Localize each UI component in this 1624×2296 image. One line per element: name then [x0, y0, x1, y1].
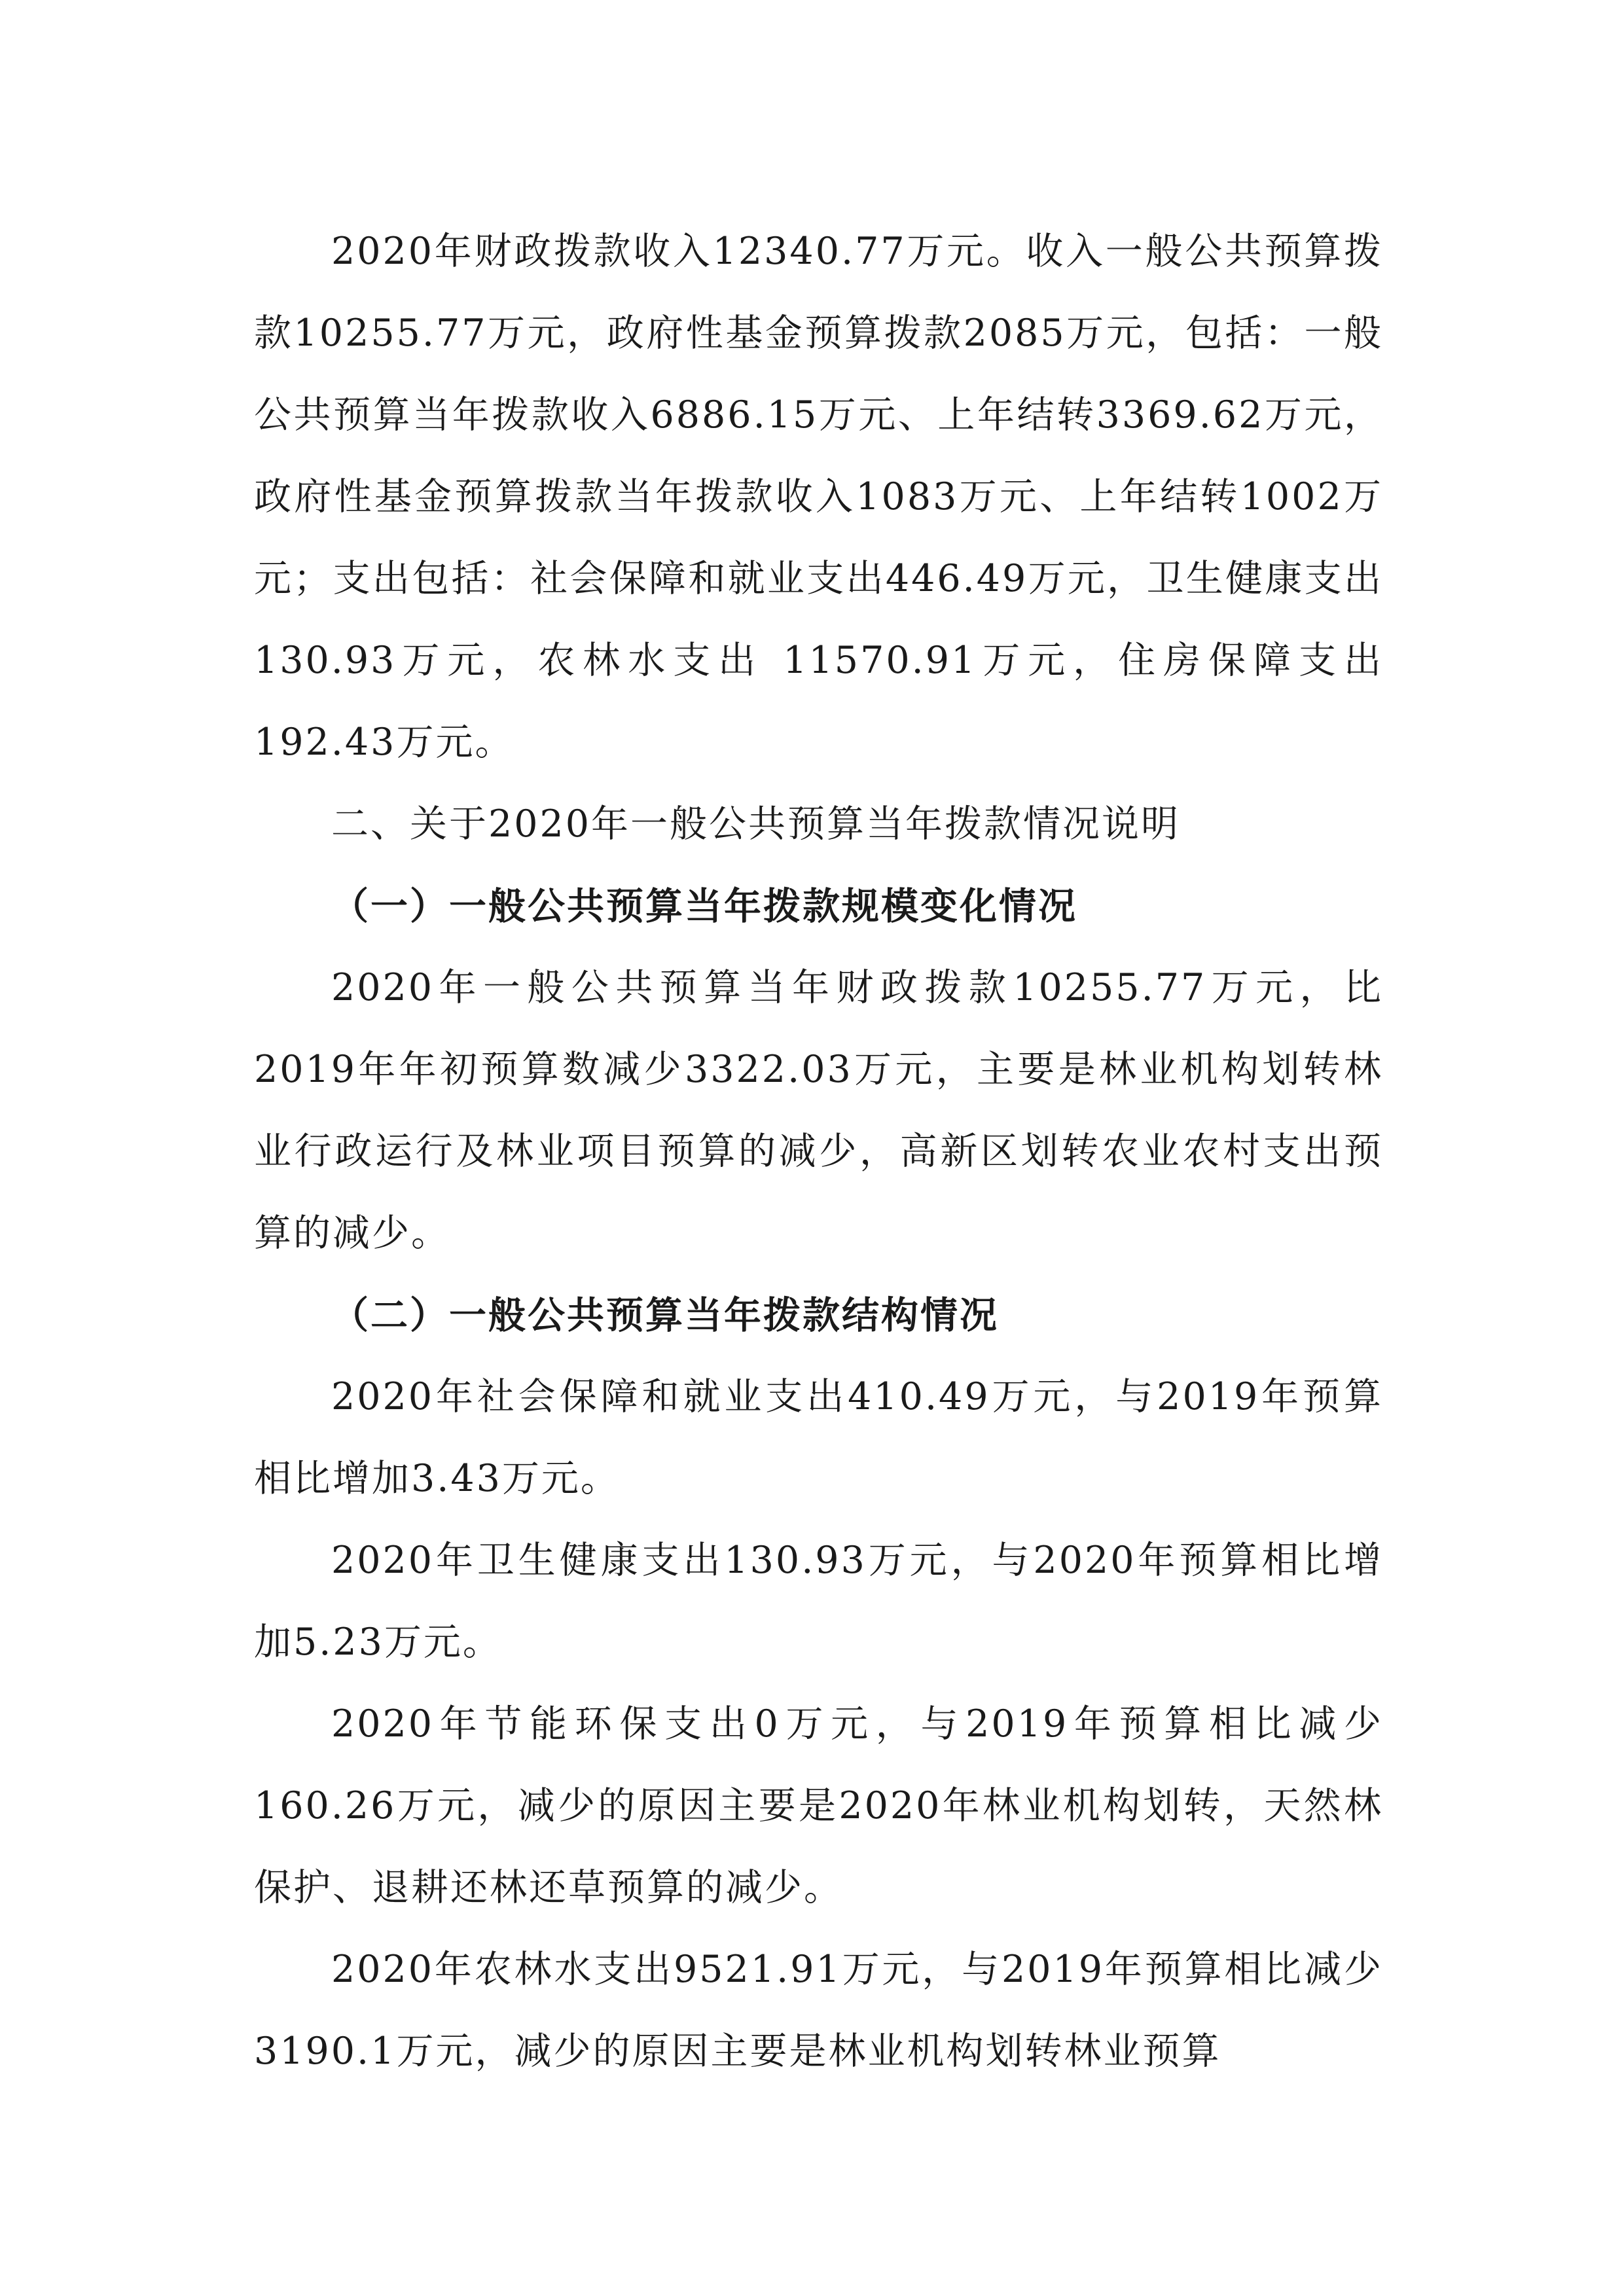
paragraph-social-security: 2020年社会保障和就业支出410.49万元，与2019年预算相比增加3.43万元。 [254, 1375, 1383, 1500]
document-body [254, 211, 1383, 2092]
paragraph-scale-change: 2020年一般公共预算当年财政拨款10255.77万元，比2019年年初预算数减少3322.03万元，主要是林业机构划转林业行政运行及林业项目预算的减少，高新区划转农业农村支出预算的减少。 [254, 966, 1383, 1255]
section-heading-general-budget: 二、关于2020年一般公共预算当年拨款情况说明 [331, 802, 1181, 846]
paragraph-agriculture-forestry-water: 2020年农林水支出9521.91万元，与2019年预算相比减少3190.1万元，减少的原因主要是林业机构划转林业预算 [254, 1948, 1383, 2073]
sub-heading-scale-change: （一）一般公共预算当年拨款规模变化情况 [331, 884, 1077, 928]
paragraph-health: 2020年卫生健康支出130.93万元，与2020年预算相比增加5.23万元。 [254, 1539, 1383, 1664]
paragraph-energy-environment: 2020年节能环保支出0万元，与2019年预算相比减少160.26万元，减少的原因主要是2020年林业机构划转，天然林保护、退耕还林还草预算的减少。 [254, 1702, 1383, 1909]
paragraph-fiscal-income-summary: 2020年财政拨款收入12340.77万元。收入一般公共预算拨款10255.77万元，政府性基金预算拨款2085万元，包括：一般公共预算当年拨款收入6886.15万元、上年结转3369.62万元，政府性基金预算拨款当年拨款收入1083万元、上年结转1002万元；支出包括：社会保障和就业支出446.49万元，卫生健康支出130.93万元，农林水支出 11570.91万元，住房保障支出192.43万元。 [254, 230, 1383, 764]
sub-heading-structure: （二）一般公共预算当年拨款结构情况 [331, 1293, 999, 1337]
